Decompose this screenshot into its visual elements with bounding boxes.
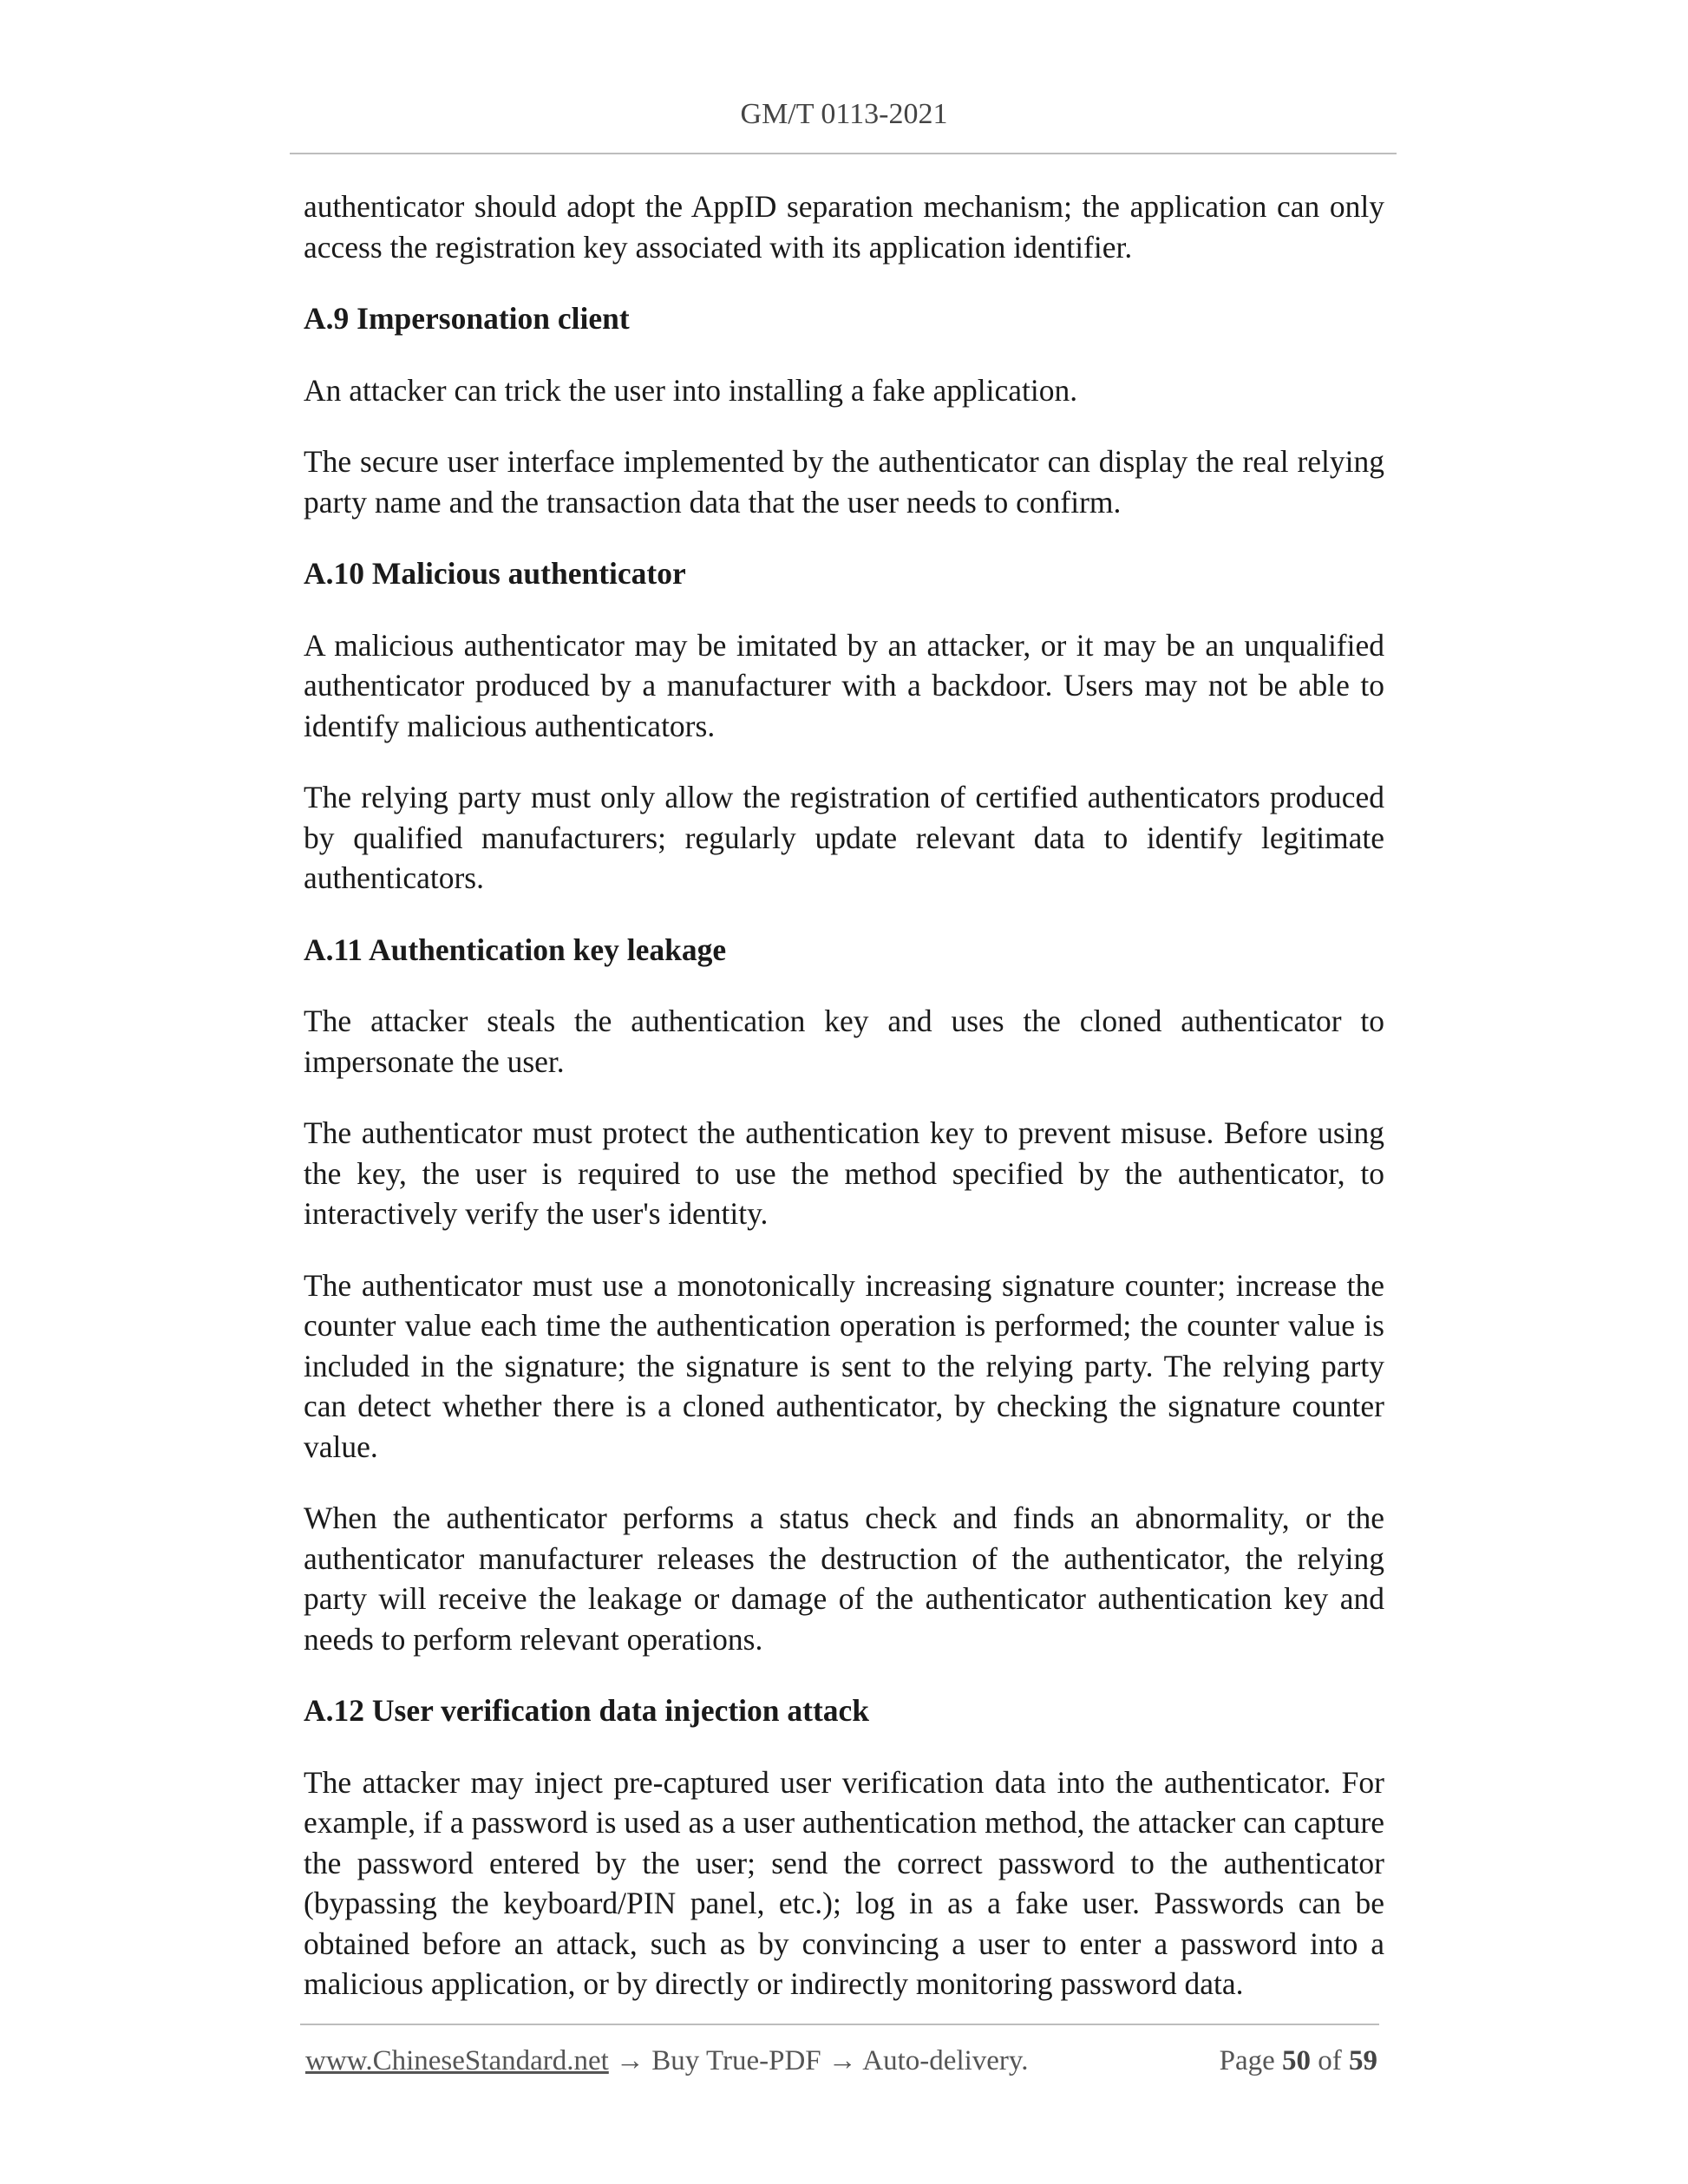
paragraph: When the authenticator performs a status check and finds an abnormality, or the authenticator manufacturer releases the destruction of the authenticator, the relying party will receive the leakage or damage of the authenticator authentication key and needs to perform relevant operations.: [304, 1501, 1384, 1657]
paragraph: A malicious authenticator may be imitated by an attacker, or it may be an unqualified authenticator produced by a manufacturer with a backdoor. Users may not be able to identify malicious authenticators.: [304, 627, 1384, 743]
page-total: 59: [1349, 2045, 1377, 2076]
page-current: 50: [1282, 2045, 1311, 2076]
paragraph: The secure user interface implemented by the authenticator can display the real relying party name and the transaction data that the user needs to confirm.: [304, 444, 1384, 520]
page-number: [1220, 2043, 1377, 2078]
header-divider: [290, 153, 1397, 154]
document-id-header: GM/T 0113-2021: [740, 98, 948, 130]
page-of: of: [1311, 2045, 1349, 2076]
paragraph: The relying party must only allow the registration of certified authenticators produced by qualified manufacturers; regularly update relevant data to identify legitimate authenticators.: [304, 780, 1384, 895]
paragraph: An attacker can trick the user into installing a fake application.: [304, 372, 1078, 408]
paragraph: The attacker steals the authentication key and uses the cloned authenticator to impersonate the user.: [304, 1004, 1384, 1079]
footer-divider: [300, 2024, 1379, 2025]
page-label: Page: [1219, 2045, 1282, 2076]
section-heading-a11: A.11 Authentication key leakage: [304, 932, 727, 967]
section-heading-a12: A.12 User verification data injection attack: [304, 1693, 870, 1728]
site-link[interactable]: www.ChineseStandard.net: [305, 2045, 609, 2076]
footer-promo: [305, 2043, 1029, 2078]
paragraph: The attacker may inject pre-captured user verification data into the authenticator. For example, if a password is used as a user authentication method, the attacker can capture the password entered by the user; send the correct password to the authenticator (bypassing the keyboard/PIN panel, etc.); log in as a fake user. Passwords can be obtained before an attack, such as by convincing a user to enter a password into a malicious application, or by directly or indirectly monitoring password data.: [304, 1764, 1384, 2001]
document-body: [304, 186, 1384, 2036]
promo-text: → Buy True-PDF → Auto-delivery.: [608, 2045, 1029, 2076]
section-heading-a9: A.9 Impersonation client: [304, 301, 630, 336]
paragraph: The authenticator must protect the authentication key to prevent misuse. Before using the key, the user is required to use the method specified by the authenticator, to interactively verify the user's identity.: [304, 1115, 1384, 1231]
paragraph: authenticator should adopt the AppID separation mechanism; the application can only access the registration key associated with its application identifier.: [304, 189, 1384, 265]
paragraph: The authenticator must use a monotonically increasing signature counter; increase the counter value each time the authentication operation is performed; the counter value is included in the signature; the signature is sent to the relying party. The relying party can detect whether there is a cloned authenticator, by checking the signature counter value.: [304, 1267, 1384, 1464]
section-heading-a10: A.10 Malicious authenticator: [304, 556, 686, 591]
